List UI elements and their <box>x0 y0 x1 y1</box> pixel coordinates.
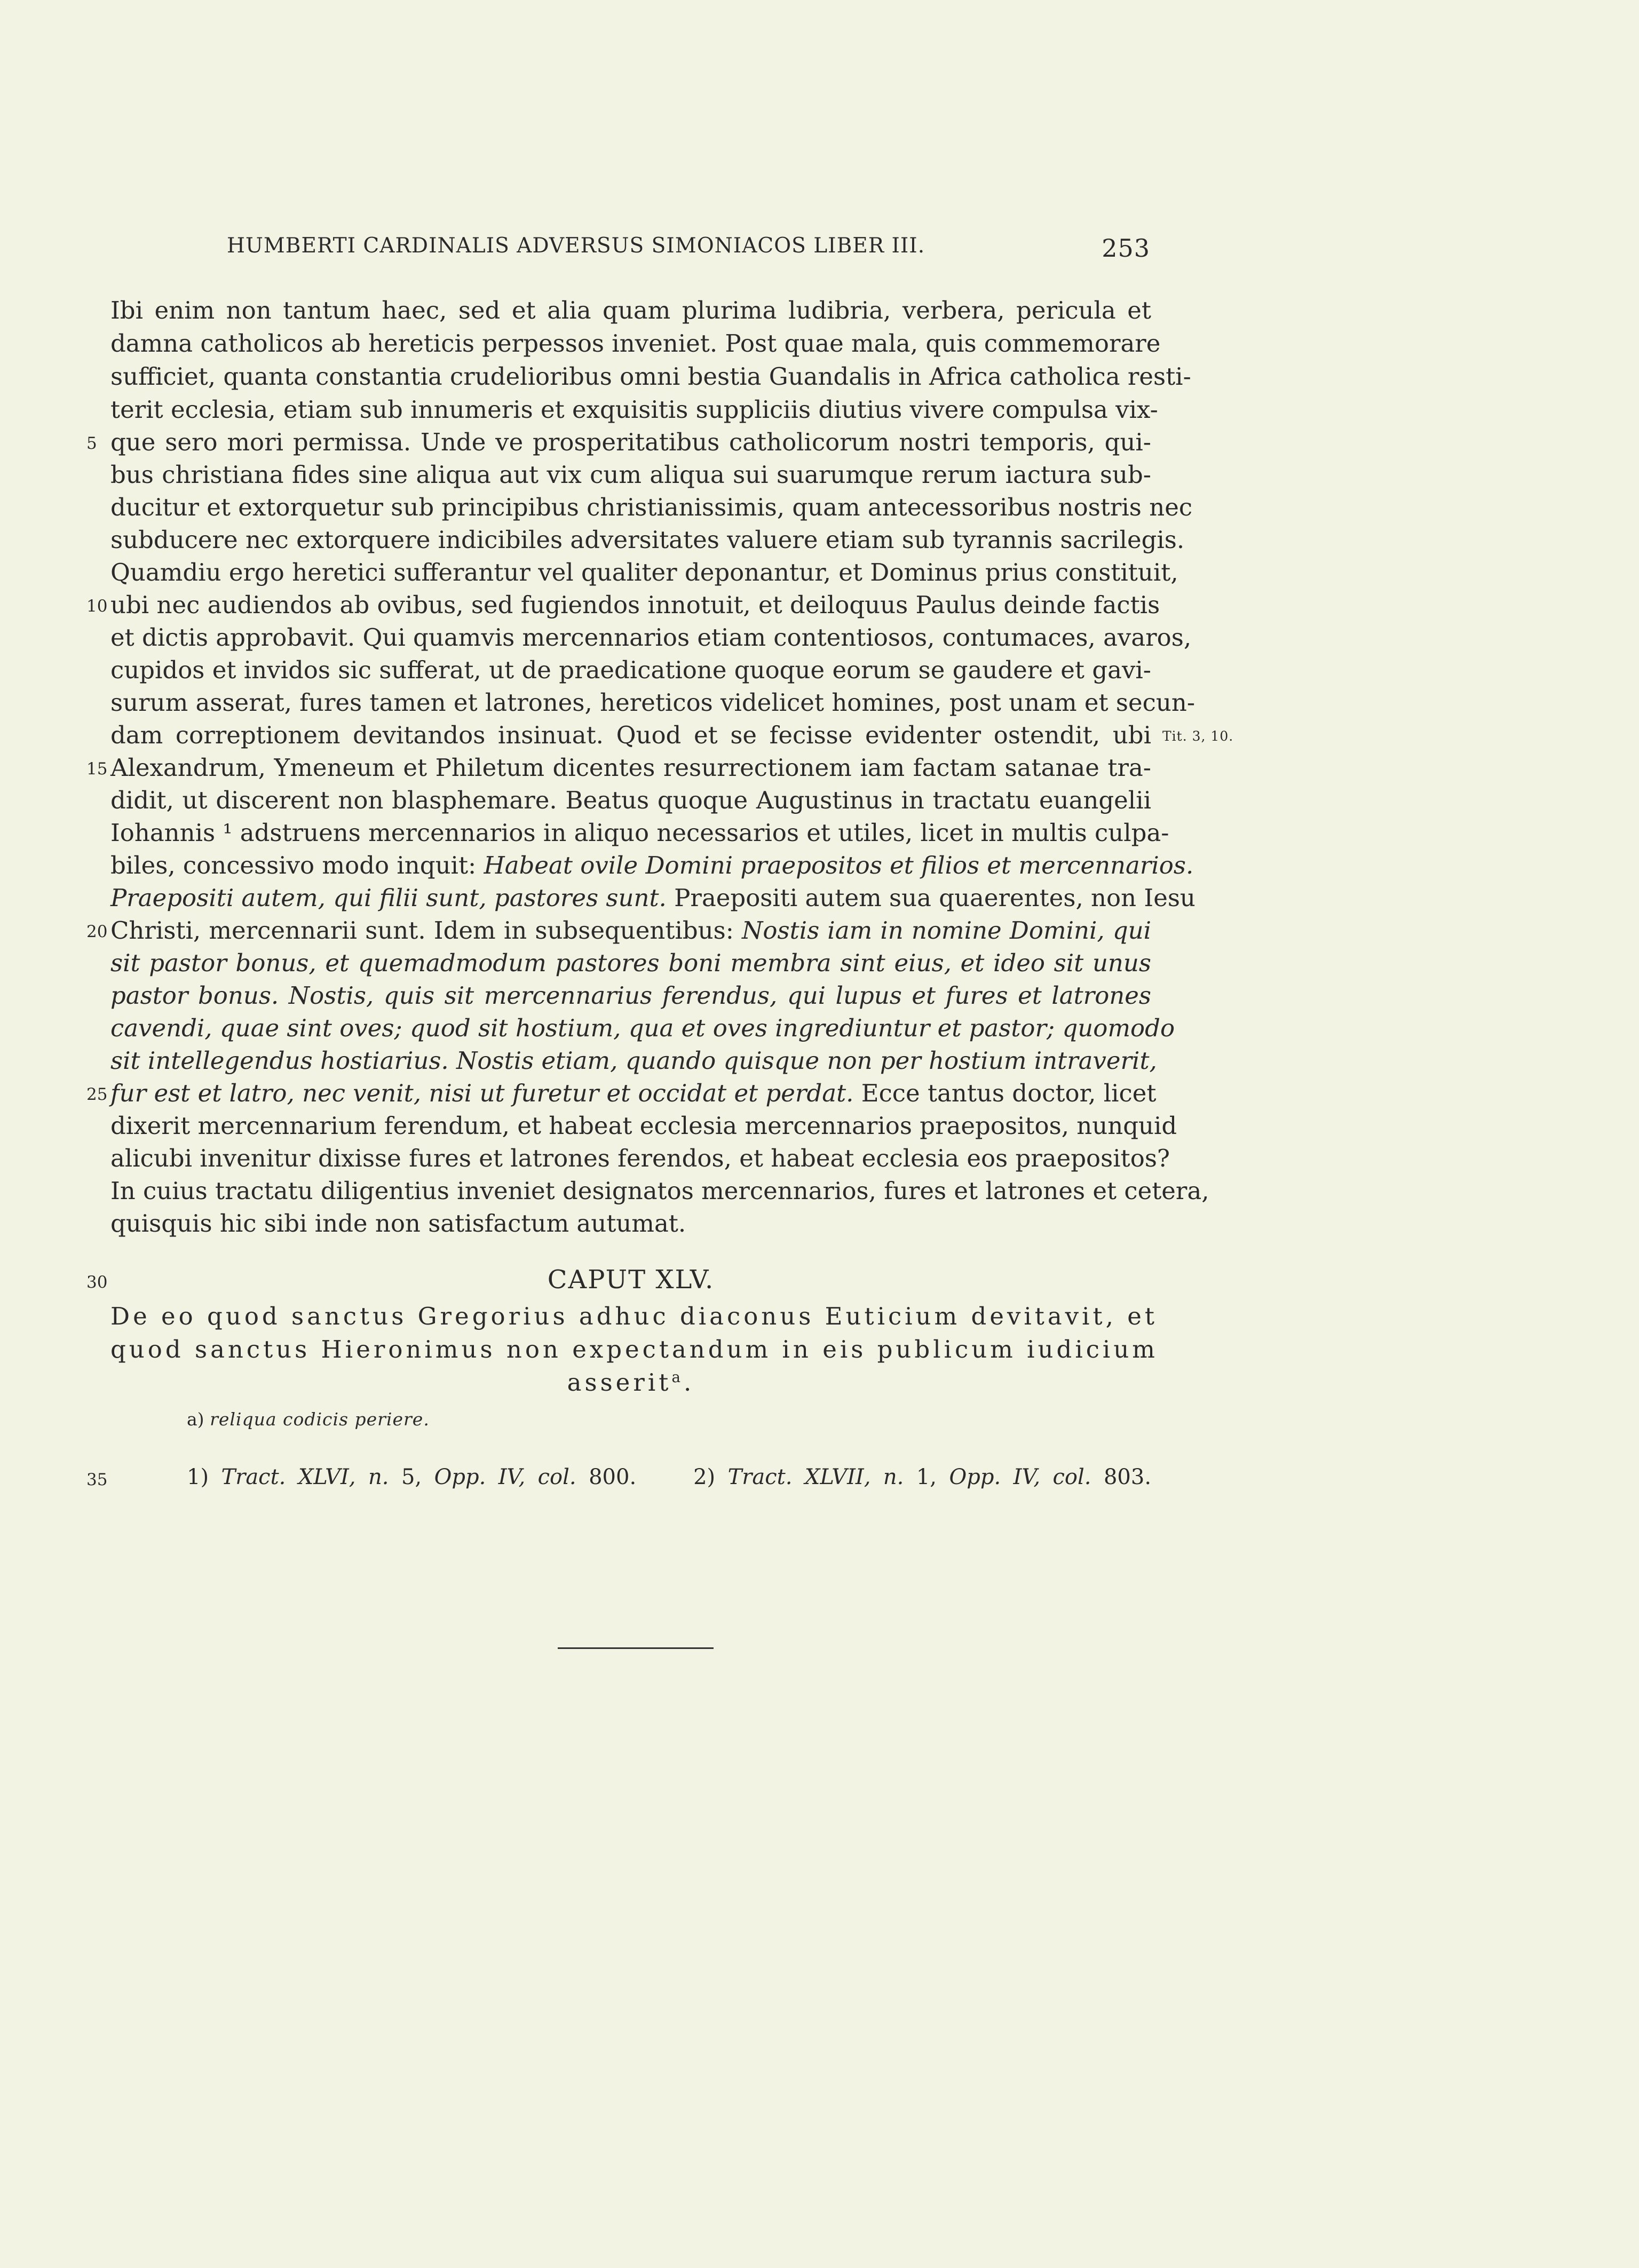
text-line: damna catholicos ab hereticis perpessos inveniet. Post quae mala, quis commemorare <box>110 329 1161 358</box>
chapter-subtitle-line: asserit$^a$. <box>567 1368 695 1397</box>
text-line: Praepositi autem, qui filii sunt, pastores sunt. Praepositi autem sua quaerentes, non Iesu <box>110 884 1195 912</box>
note-mark: a <box>671 1368 684 1386</box>
text-line: sufficiet, quanta constantia crudelioribus omni bestia Guandalis in Africa catholica resti- <box>110 362 1191 391</box>
text-line: In cuius tractatu diligentius inveniet designatos mercennarios, fures et latrones et cetera, <box>110 1177 1209 1205</box>
line-number: 25 <box>86 1085 108 1104</box>
text-line: et dictis approbavit. Qui quamvis mercennarios etiam contentiosos, contumaces, avaros, <box>110 623 1192 652</box>
text-line: pastor bonus. Nostis, quis sit mercennarius ferendus, qui lupus et fures et latrones <box>110 981 1151 1010</box>
line-number: 20 <box>86 922 108 941</box>
margin-reference: Tit. 3, 10. <box>1162 728 1234 744</box>
text-line: fur est et latro, nec venit, nisi ut furetur et occidat et perdat. Ecce tantus doctor, licet <box>110 1079 1157 1107</box>
running-head <box>227 234 1150 271</box>
text-line: Alexandrum, Ymeneum et Philetum dicentes resurrectionem iam factam satanae tra- <box>110 754 1151 782</box>
text-line: biles, concessivo modo inquit: Habeat ovile Domini praepositos et filios et mercennarios. <box>110 851 1194 879</box>
text-line: sit pastor bonus, et quemadmodum pastores boni membra sint eius, et ideo sit unus <box>110 949 1151 977</box>
end-rule <box>558 1647 714 1649</box>
line-number: 30 <box>86 1273 108 1292</box>
text-line: dam correptionem devitandos insinuat. Quod et se fecisse evidenter ostendit, ubi <box>110 721 1151 749</box>
text-line: surum asserat, fures tamen et latrones, hereticos videlicet homines, post unam et secun- <box>110 688 1195 717</box>
text-line: Christi, mercennarii sunt. Idem in subsequentibus: Nostis iam in nomine Domini, qui <box>110 916 1151 945</box>
line-number: 15 <box>86 759 108 779</box>
text-line: Quamdiu ergo heretici sufferantur vel qualiter deponantur, et Dominus prius constituit, <box>110 558 1178 586</box>
chapter-heading: CAPUT XLV. <box>547 1265 715 1295</box>
text-line: Ibi enim non tantum haec, sed et alia quam plurima ludibria, verbera, pericula et <box>110 296 1151 324</box>
text-line: ducitur et extorquetur sub principibus christianissimis, quam antecessoribus nostris nec <box>110 493 1193 521</box>
text-line: ubi nec audiendos ab ovibus, sed fugiendos innotuit, et deiloquus Paulus deinde factis <box>110 591 1160 619</box>
text-line: dixerit mercennarium ferendum, et habeat ecclesia mercennarios praepositos, nunquid <box>110 1112 1177 1140</box>
text-line: terit ecclesia, etiam sub innumeris et exquisitis suppliciis diutius vivere compulsa vix- <box>110 395 1158 424</box>
text-line: cavendi, quae sint oves; quod sit hostium, qua et oves ingrediuntur et pastor; quomodo <box>110 1014 1175 1042</box>
text-line: que sero mori permissa. Unde ve prosperitatibus catholicorum nostri temporis, qui- <box>110 428 1151 456</box>
line-number: 10 <box>86 597 108 616</box>
text-line: quisquis hic sibi inde non satisfactum autumat. <box>110 1209 686 1238</box>
line-number: 35 <box>86 1470 108 1489</box>
textual-note: a) reliqua codicis periere. <box>187 1409 430 1430</box>
footnotes: 1) Tract. XLVI, n. 5, Opp. IV, col. 800. 2) Tract. XLVII, n. 1, Opp. IV, col. 803. <box>187 1465 1152 1489</box>
running-title: HUMBERTI CARDINALIS ADVERSUS SIMONIACOS LIBER III. <box>227 234 925 258</box>
text-line: Iohannis ¹ adstruens mercennarios in aliquo necessarios et utiles, licet in multis culpa- <box>110 819 1169 847</box>
text-line: subducere nec extorquere indicibiles adversitates valuere etiam sub tyrannis sacrilegis. <box>110 526 1185 554</box>
chapter-subtitle-line: quod sanctus Hieronimus non expectandum in eis publicum iudicium <box>110 1335 1158 1363</box>
text-line: sit intellegendus hostiarius. Nostis etiam, quando quisque non per hostium intraverit, <box>110 1046 1157 1075</box>
page-number: 253 <box>1102 234 1150 263</box>
line-number: 5 <box>86 434 97 453</box>
text-line: bus christiana fides sine aliqua aut vix cum aliqua sui suarumque rerum iactura sub- <box>110 461 1151 489</box>
chapter-subtitle-line: De eo quod sanctus Gregorius adhuc diaconus Euticium devitavit, et <box>110 1302 1158 1330</box>
text-line: didit, ut discerent non blasphemare. Beatus quoque Augustinus in tractatu euangelii <box>110 786 1151 814</box>
text-line: alicubi invenitur dixisse fures et latrones ferendos, et habeat ecclesia eos praepositos? <box>110 1144 1170 1172</box>
text-line: cupidos et invidos sic sufferat, ut de praedicatione quoque eorum se gaudere et gavi- <box>110 656 1151 684</box>
